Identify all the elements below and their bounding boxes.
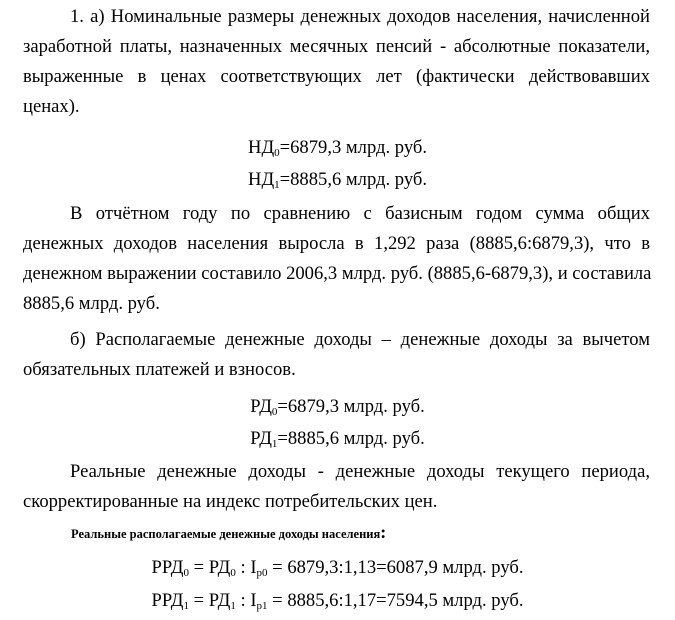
formula-subscript: p1: [256, 600, 268, 612]
formula-symbol: РРД: [151, 557, 184, 578]
formula-symbol: НД: [248, 137, 275, 158]
formula-symbol: = РД: [188, 590, 231, 611]
paragraph-disposable-income: [23, 325, 650, 385]
text-line: обязательных платежей и взносов.: [23, 359, 296, 380]
paragraph-real-income: [23, 457, 650, 517]
formula-subscript: 0: [230, 567, 236, 579]
formula-symbol: НД: [248, 169, 275, 190]
formula-nd0: [0, 133, 675, 163]
formula-nd1: [0, 165, 675, 195]
heading-colon: :: [380, 522, 387, 542]
formula-subscript: 1: [274, 179, 280, 191]
formula-symbol: РРД: [151, 590, 184, 611]
formula-rd1: [0, 424, 675, 454]
text-line: денежном выражении составило 2006,3 млрд. руб. (8885,6-6879,3), и составила: [23, 263, 652, 284]
formula-value: =8885,6 млрд. руб.: [279, 169, 427, 190]
text-line: б) Располагаемые денежные доходы – денежные доходы за вычетом: [70, 329, 650, 350]
formula-value: = 8885,6:1,17=7594,5 млрд. руб.: [267, 590, 524, 611]
text-line: скорректированные на индекс потребительских цен.: [23, 491, 438, 512]
real-disposable-heading: [71, 522, 386, 544]
formula-rd0: [0, 392, 675, 422]
paragraph-report-year: [23, 199, 650, 319]
formula-value: =6879,3 млрд. руб.: [277, 396, 425, 417]
text-line: 8885,6 млрд. руб.: [23, 293, 160, 314]
text-line: денежных доходов населения выросла в 1,292 раза (8885,6:6879,3), что в: [23, 233, 650, 254]
formula-symbol: РД: [250, 396, 272, 417]
text-line: 1. а) Номинальные размеры денежных доходов населения, начисленной: [70, 6, 650, 27]
formula-subscript: p0: [256, 567, 268, 579]
text-line: выраженные в ценах соответствующих лет (фактически действовавших: [23, 66, 650, 87]
formula-subscript: 1: [271, 438, 278, 450]
formula-symbol: = РД: [188, 557, 231, 578]
formula-symbol: : I: [235, 557, 257, 578]
text-line: ценах).: [23, 96, 80, 117]
formula-symbol: : I: [235, 590, 257, 611]
formula-symbol: РД: [250, 428, 272, 449]
formula-value: =6879,3 млрд. руб.: [279, 137, 427, 158]
formula-value: = 6879,3:1,13=6087,9 млрд. руб.: [267, 557, 524, 578]
formula-rrd1: [0, 586, 675, 616]
formula-subscript: 1: [183, 600, 189, 612]
formula-subscript: 1: [230, 600, 236, 612]
text-line: заработной платы, назначенных месячных пенсий - абсолютные показатели,: [23, 36, 650, 57]
formula-subscript: 0: [183, 567, 189, 579]
formula-subscript: 0: [271, 406, 278, 418]
paragraph-nominal-income: [23, 2, 650, 122]
text-line: В отчётном году по сравнению с базисным годом сумма общих: [70, 203, 650, 224]
formula-subscript: 0: [274, 147, 280, 159]
heading-text: Реальные располагаемые денежные доходы населения: [71, 527, 381, 541]
formula-value: =8885,6 млрд. руб.: [277, 428, 425, 449]
formula-rrd0: [0, 553, 675, 583]
text-line: Реальные денежные доходы - денежные доходы текущего периода,: [70, 461, 650, 482]
